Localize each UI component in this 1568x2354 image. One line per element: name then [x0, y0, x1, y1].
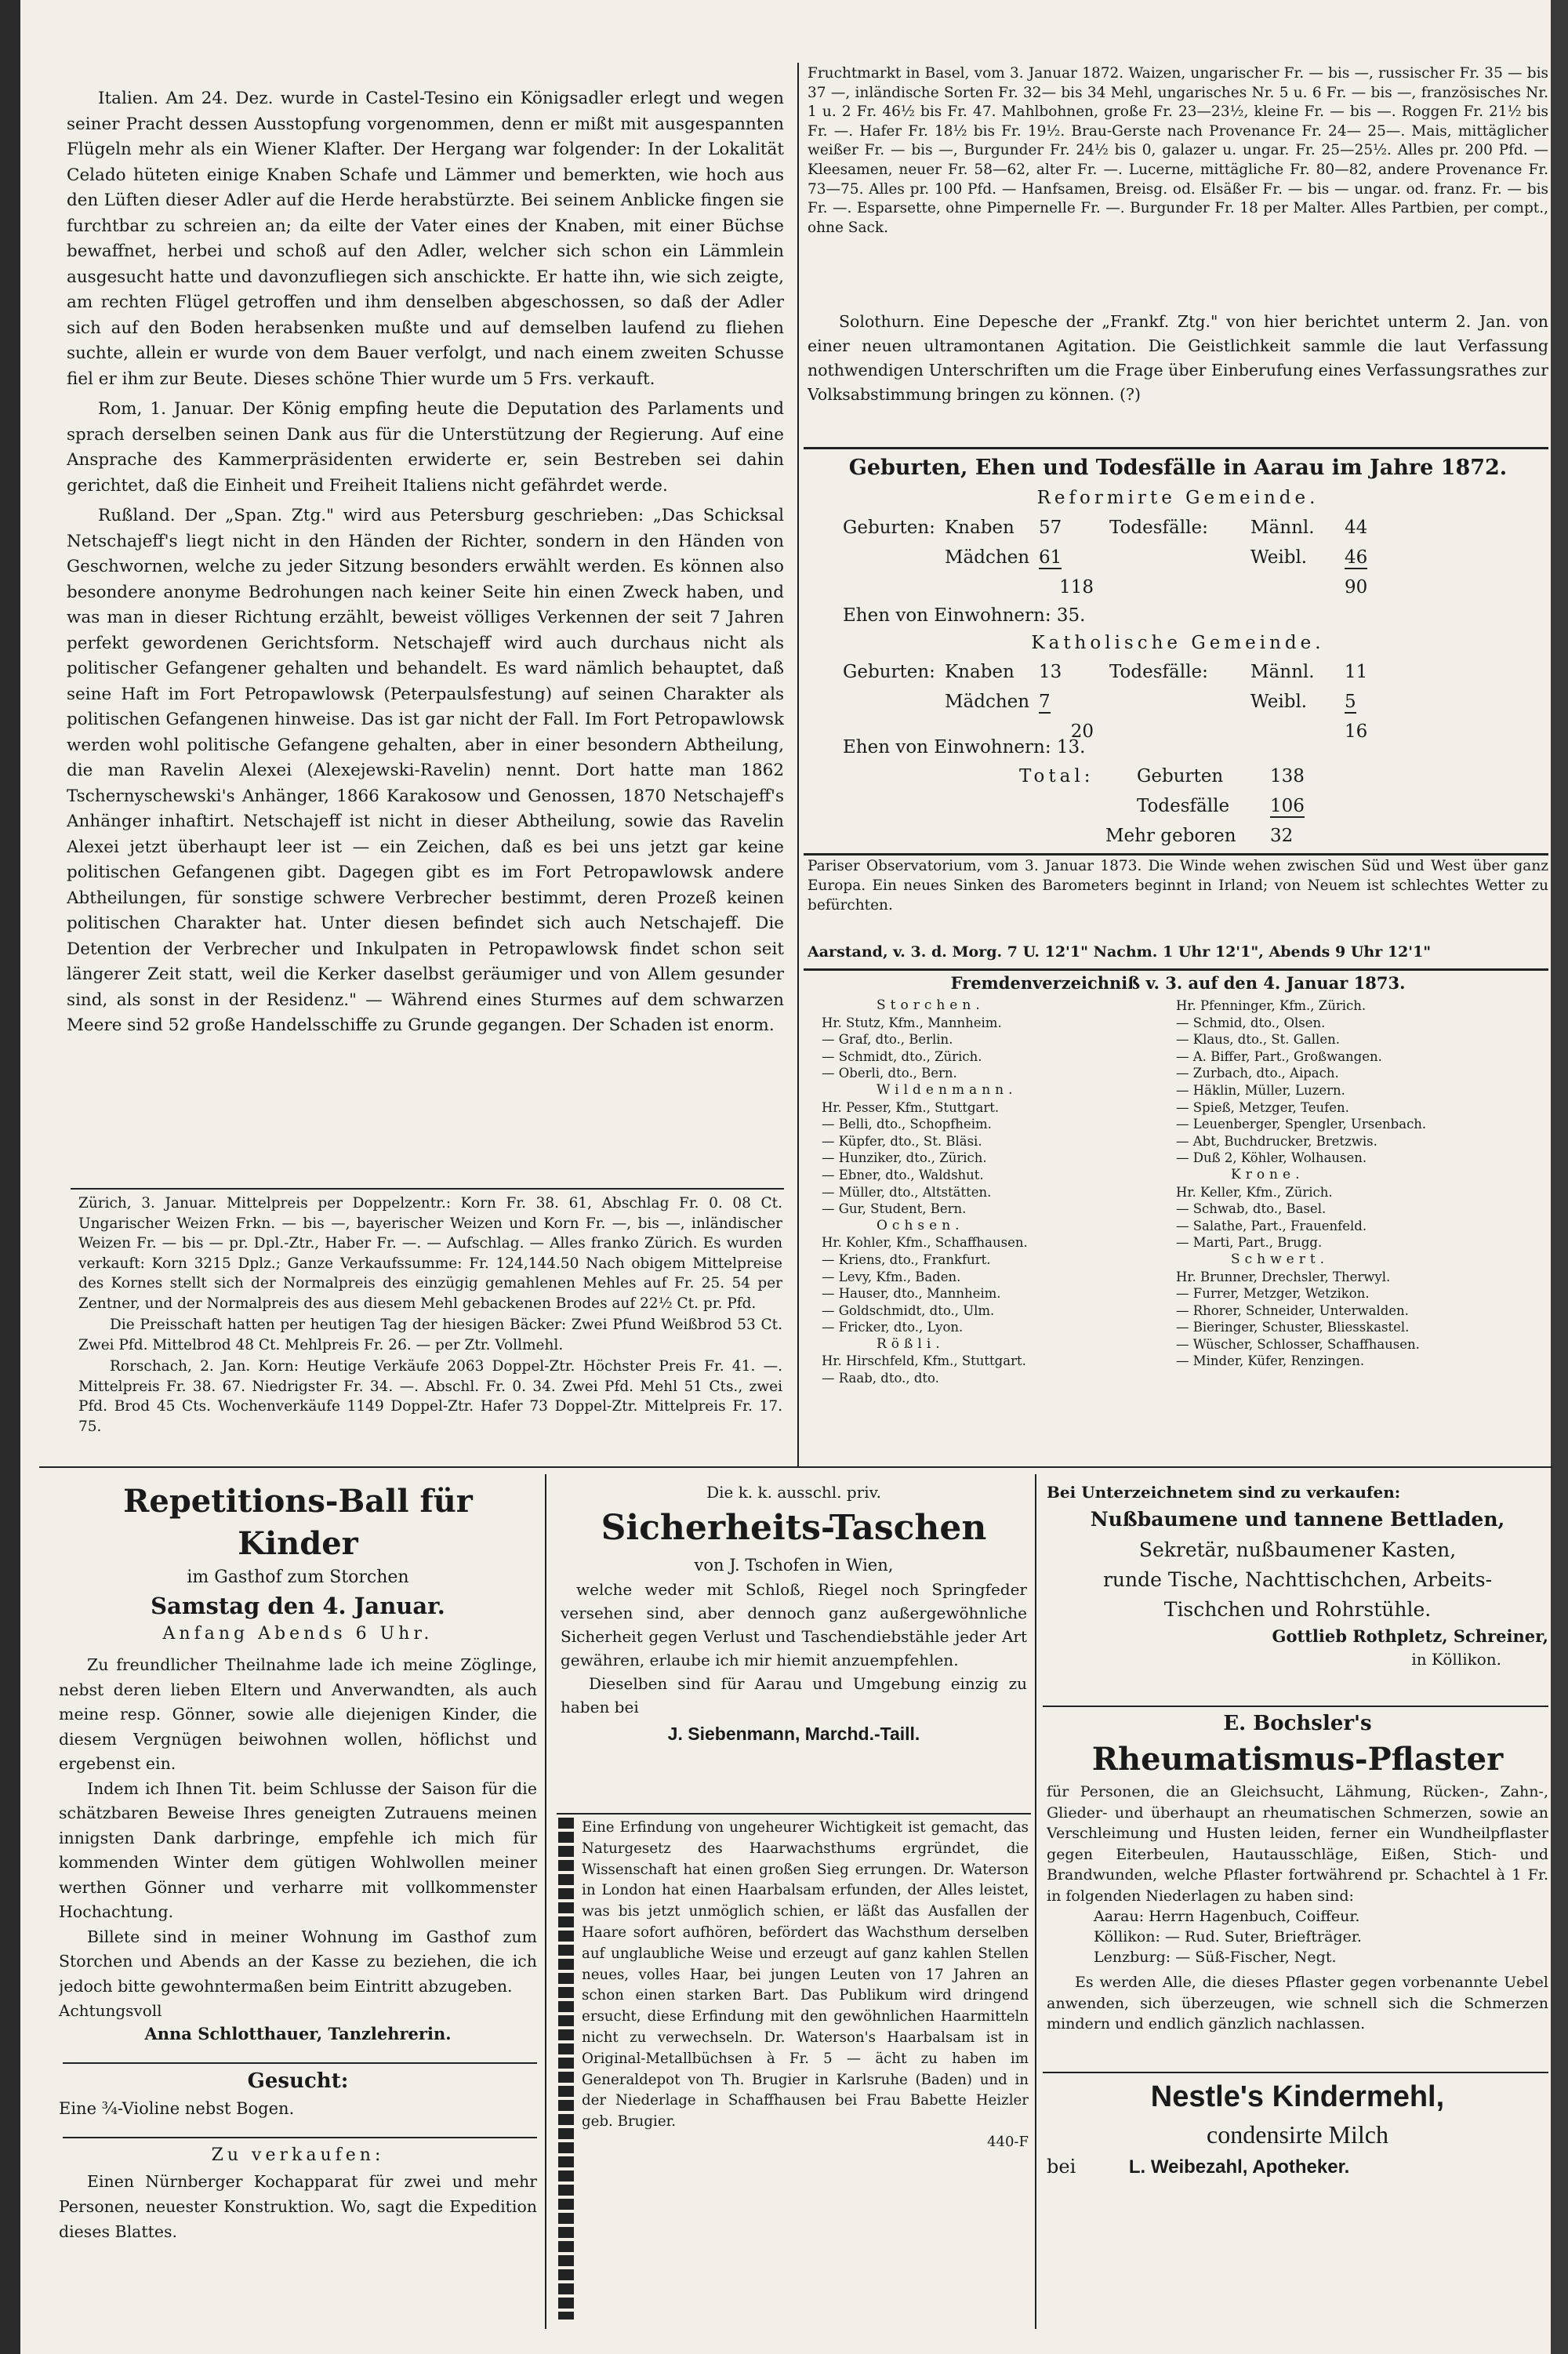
guest-entry: Hr. Pfenninger, Kfm., Zürich. — [1176, 998, 1367, 1013]
market-zuerich: Zürich, 3. Januar. Mittelpreis per Doppelzentr.: Korn Fr. 38. 61, Abschlag Fr. 0. 08 Ct. Ungarischer Weizen Frkn. — bis —, bayerischer Weizen und Korn Fr. —, bis —, inländischer Weizen Fr. — bis — pr. Dpl.-Ztr., Haber Fr. —. — Aufschlag. — Alles franko Zürich. Es wurden verkauft: Korn 3215 Dplz.; Ganze Verkaufssumme: Fr. 124,144.50 Nach obigem Mittelpreise des Kornes stellt sich der Normalpreis des einzügig gemahlenen Mehles auf Fr. 25. 54 per Zentner, und der Normalpreis des aus diesem Mehl gebackenen Brodes auf 22½ Ct. pr. Pfd. — [78, 1195, 782, 1312]
guest-entry: — A. Biffer, Part., Großwangen. — [1176, 1048, 1382, 1064]
guest-entry: — Minder, Küfer, Renzingen. — [1176, 1353, 1365, 1369]
column-divider — [797, 63, 799, 1468]
guest-entry: — Hauser, dto., Mannheim. — [822, 1286, 1001, 1302]
guest-entry: — Graf, dto., Berlin. — [822, 1032, 953, 1048]
article-italien: Italien. Am 24. Dez. wurde in Castel-Tesino ein Königsadler erlegt und wegen seiner Pracht dessen Ausstopfung vorgenommen, denn er mißt mit ausgespannten Flügeln mehr als ein Wiener Klafter. Der Hergang war folgender: In der Lokalität Celado hüteten einige Knaben Schafe und Lämmer und bemerkten, wie hoch aus den Lüften dieser Adler auf die Herde herabstürzte. Bei seinem Anblicke fingen sie furchtbar zu schreien an; da eilte der Vater eines der Knaben, mit einer Büchse bewaffnet, herbei und schoß auf den Adler, welcher sich schon ein Lämmlein ausgesucht hatte und davonzufliegen sich anschickte. Er hatte ihn, wie sich zeigte, am rechten Flügel getroffen und ihm denselben abgeschossen, so daß der Adler sich auf den Boden herabsenken mußte und auf demselben laufend zu fliehen suchte, allein er wurde von dem Bauer verfolgt, und nach einem zweiten Schusse fiel er ihm zur Beute. Dieses schöne Thier wurde um 5 Frs. verkauft. — [67, 89, 784, 389]
guest-entry: — Belli, dto., Schopfheim. — [822, 1117, 992, 1132]
section-rule — [71, 1188, 784, 1190]
decorative-border — [558, 1818, 574, 2319]
market-rorschach: Rorschach, 2. Jan. Korn: Heutige Verkäufe 2063 Doppel-Ztr. Höchster Preis Fr. 41. —. Mittelpreis Fr. 38. 67. Niedrigster Fr. 34. —. Abschl. Fr. 0. 34. Zwei Pfd. Mehl 51 Cts., zwei Pfd. Brod 45 Cts. Wochenverkäufe 1149 Doppel-Ztr. Hafer 73 Doppel-Ztr. Mittelpreis Fr. 17. 75. — [78, 1358, 782, 1435]
section-rule — [804, 447, 1548, 449]
guest-entry: — Schwab, dto., Basel. — [1176, 1201, 1327, 1217]
article-solothurn: Solothurn. Eine Depesche der „Frankf. Ztg." von hier berichtet unterm 2. Jan. von einer neuen ultramontanen Agitation. Die Geistlichkeit sammle die laut Verfassung nothwendigen Unterschriften um die Frage über Einberufung eines Verfassungsrathes zur Volksabstimmung bringen zu können. (?) — [808, 312, 1548, 404]
hotel-heading: Ochsen. — [877, 1217, 964, 1233]
guest-entry: — Raab, dto., dto. — [822, 1371, 939, 1386]
statistics-aarau: Geburten, Ehen und Todesfälle in Aarau im Jahre 1872. Reformirte Gemeinde. Geburten: Knaben 57 Todesfälle: Männl. 44 Mädchen 61 Weibl. 46 118 90 Ehen von Einwohnern: 35. Katholische Gemeinde. Geburten: Knaben 13 Todesfälle: Männl. 11 Mädchen 7 Weibl. 5 20 16 — [808, 453, 1548, 845]
guest-entry: — Häklin, Müller, Luzern. — [1176, 1082, 1345, 1098]
guest-entry: — Goldschmidt, dto., Ulm. — [822, 1302, 995, 1318]
guest-entry: — Ebner, dto., Waldshut. — [822, 1167, 984, 1182]
guest-entry: — Schmidt, dto., Zürich. — [822, 1048, 982, 1064]
guest-entry: Hr. Pesser, Kfm., Stuttgart. — [822, 1099, 1000, 1115]
guest-entry: — Salathe, Part., Frauenfeld. — [1176, 1218, 1367, 1233]
fruchtmarkt-basel: Fruchtmarkt in Basel, vom 3. Januar 1872. Waizen, ungarischer Fr. — bis —, russischer Fr. 35 — bis 37 —, inländische Sorten Fr. 32— bis 34 Mehl, ungarisches Nr. 5 u. 6 Fr. — bis —, französisches Nr. 1 u. 2 Fr. 46½ bis Fr. 47. Mahlbohnen, große Fr. 23—23½, kleine Fr. — bis —. Roggen Fr. 21½ bis Fr. —. Hafer Fr. 18½ bis Fr. 19½. Brau-Gerste nach Provenance Fr. 24— 25—. Mais, mittäglicher weißer Fr. — bis —, Burgunder Fr. 24½ bis 0, galazer u. ungar. Fr. 25—25½. Alles pr. 200 Pfd. — Kleesamen, neuer Fr. 58—62, alter Fr. —. Lucerne, mittägliche Fr. 80—82, andere Provenance Fr. 73—75. Alles pr. 100 Pfd. — Hanfsamen, Breisg. od. Elsäßer Fr. — bis — ungar. od. franz. Fr. — bis Fr. —. Esparsette, ohne Pimpernelle Fr. —. Burgunder Fr. 18 per Malter. Alles Partbien, per compt., ohne Sack. — [808, 65, 1548, 236]
guest-entry: — Abt, Buchdrucker, Bretzwis. — [1176, 1133, 1377, 1149]
guest-entry: — Levy, Kfm., Baden. — [822, 1269, 961, 1284]
guest-entry: — Kriens, dto., Frankfurt. — [822, 1251, 991, 1267]
guest-entry: — Klaus, dto., St. Gallen. — [1176, 1032, 1340, 1048]
market-baecker: Die Preisschaft hatten per heutigen Tag der hiesigen Bäcker: Zwei Pfund Weißbrod 53 Ct. Zwei Pfd. Mittelbrod 48 Ct. Mehlpreis Fr. 26. — per Ztr. Vollmehl. — [78, 1317, 782, 1353]
fremdenverzeichnis-left — [822, 997, 1167, 1464]
fremdenverzeichnis-right — [1176, 997, 1548, 1464]
guest-entry: — Spieß, Metzger, Teufen. — [1176, 1099, 1349, 1115]
guest-entry: — Fricker, dto., Lyon. — [822, 1320, 964, 1335]
guest-entry: — Leuenberger, Spengler, Ursenbach. — [1176, 1117, 1427, 1132]
article-russland: Rußland. Der „Span. Ztg." wird aus Petersburg geschrieben: „Das Schicksal Netschajeff's liegt nicht in den Händen der Richter, sondern in den Händen von Geschwornen, welche zu jeder Sitzung besonders erwählt werden. Es können also besondere anonyme Bedrohungen nach keiner Seite hin einen Zweck haben, und was man in dieser Richtung erzählt, beweist völliges Verkennen der seit 7 Jahren perfekt gewordenen Gerichtsform. Netschajeff wird auch durchaus nicht als politischer Gefangener gehalten und behandelt. Es ward nämlich behauptet, daß seine Haft im Fort Petropawlowsk (Peterpaulsfestung) auf seinen Charakter als politischen Gefangenen hinweise. Das ist gar nicht der Fall. Im Fort Petropawlowsk werden wohl politische Gefangene gehalten, aber in einer besondern Abtheilung, die man Ravelin Alexei (Alexejewski-Ravelin) nennt. Dort hatte man 1862 Tschernyschewski's Anhänger, 1866 Karakosow und Genossen, 1870 Netschajeff's Anhänger inhaftirt. Netschajeff ist nicht in dieser Abtheilung, sowie das Ravelin Alexei jetzt überhaupt leer ist — ein Zeichen, daß es bei uns jetzt gar keine politischen Gefangenen gibt. Dagegen gibt es im Fort Petropawlowsk andere Abtheilungen, für sonstige schwere Verbrecher bestimmt, deren Prozeß keinen politischen Charakter hat. Unter diesen befindet sich auch Netschajeff. Die Detention der Verbrecher und Inkulpaten in Petropawlowsk findet schon seit längerer Zeit statt, weil die Kerker daselbst geräumiger und von Allem gesunder sind, als sonst in der Residenz." — Während eines Sturmes auf dem schwarzen Meere sind 52 große Handelsschiffe zu Grunde gegangen. Der Schaden ist enorm. — [67, 506, 784, 1035]
ad-nestle-kindermehl: Nestle's Kindermehl, condensirte Milch bei L. Weibezahl, Apotheker. — [1047, 2080, 1445, 2178]
ad-repetitions-ball: Repetitions-Ball für Kinder im Gasthof zum Storchen Samstag den 4. Januar. Anfang Abends 6 Uhr. Zu freundlicher Theilnahme lade ich meine Zöglinge, nebst deren lieben Eltern und Anverwandten, als auch meine resp. Gönner, sowie alle diejenigen Kinder, die diesem Vergnügen beiwohnen wollen, höflichst und ergebenst ein. Indem ich Ihnen Tit. beim Schlusse der Saison für die schätzbaren Beweise Ihres geneigten Zutrauens meinen innigsten Dank darbringe, empfehle ich mich für kommenden Winter dem gütigen Wohlwollen meiner werthen Gönner und verharre mit vollkommenster Hochachtung. Billete sind in meiner Wohnung im Gasthof zum Storchen und Abends an der Kasse zu beziehen, die ich jedoch bitte gewohntermaßen beim Eintritt abzugeben. Achtungsvoll Anna Schlotthauer, Tanzlehrerin. — [59, 1480, 537, 2061]
article-rom: Rom, 1. Januar. Der König empfing heute die Deputation des Parlaments und sprach derselben seinen Dank aus für die Unterstützung der Regierung. Auf eine Ansprache des Kammerpräsidenten erwiderte er, sein Bestreben sei dahin gerichtet, daß die Einheit und Freiheit Italiens nicht gefährdet werde. — [67, 399, 784, 496]
guest-entry: — Rhorer, Schneider, Unterwalden. — [1176, 1302, 1409, 1318]
reformed-heading: Reformirte Gemeinde. — [1036, 488, 1319, 508]
scan-edge-left — [0, 0, 20, 2354]
guest-entry: Hr. Keller, Kfm., Zürich. — [1176, 1184, 1333, 1200]
fremdenverzeichnis-title: Fremdenverzeichniß v. 3. auf den 4. Januar 1873. — [950, 973, 1406, 993]
guest-entry: — Oberli, dto., Bern. — [822, 1066, 957, 1081]
scan-edge-right — [1551, 0, 1568, 2354]
reformed-table: Geburten: Knaben 57 Todesfälle: Männl. 44 Mädchen 61 Weibl. 46 118 90 — [843, 518, 1368, 598]
hotel-heading: Rößli. — [877, 1335, 945, 1352]
catholic-heading: Katholische Gemeinde. — [1031, 633, 1325, 653]
guest-entry: Hr. Stutz, Kfm., Mannheim. — [822, 1015, 1002, 1030]
hotel-heading: Krone. — [1231, 1166, 1305, 1182]
ad-kochapparat: Zu verkaufen: Einen Nürnberger Kochapparat für zwei und mehr Personen, neuester Konstruktion. Wo, sagt die Expedition dieses Blattes. — [59, 2145, 537, 2241]
hotel-heading: Schwert. — [1231, 1251, 1330, 1267]
guest-entry: Hr. Brunner, Drechsler, Therwyl. — [1176, 1269, 1391, 1284]
guest-entry: — Wüscher, Schlosser, Schaffhausen. — [1176, 1336, 1420, 1352]
ad-sicherheits-taschen: Die k. k. ausschl. priv. Sicherheits-Taschen von J. Tschofen in Wien, welche weder mit Schloß, Riegel noch Springfeder versehen sind, aber dennoch ganz außergewöhnliche Sicherheit gegen Verlust und Taschendiebstähle jeder Art gewähren, erlaube ich mir hiemit anzuempfehlen. Dieselben sind für Aarau und Umgebung einzig zu haben bei J. Siebenmann, Marchd.-Taill. — [561, 1483, 1027, 1744]
hotel-heading: Storchen. — [877, 997, 985, 1013]
guest-entry: — Müller, dto., Altstätten. — [822, 1184, 992, 1200]
ad-haarbalsam: Eine Erfindung von ungeheurer Wichtigkeit ist gemacht, das Naturgesetz des Haarwachsthums ergründet, die Wissenschaft hat einen großen Sieg errungen. Dr. Waterson in London hat einen Haarbalsam erfunden, der Alles leistet, was bis jetzt unmöglich schien, er läßt das Ausfallen der Haare sofort aufhören, befördert das Wachsthum derselben auf unglaubliche Weise und erzeugt auf ganz kahlen Stellen neues, volles Haar, bei jungen Leuten von 17 Jahren an schon einen starken Bart. Das Publikum wird dringend ersucht, diese Erfindung mit den gewöhnlichen Haarmitteln nicht zu verwechseln. Dr. Waterson's Haarbalsam ist in Original-Metallbüchsen à Fr. 5 — ächt zu haben im Generaldepot von Th. Brugier in Karlsruhe (Baden) und in der Niederlage in Schaffhausen bei Frau Babette Heizler geb. Brugier. 440-F — [582, 1819, 1029, 2150]
market-reports — [78, 1193, 782, 1464]
guest-entry: — Küpfer, dto., St. Bläsi. — [822, 1133, 982, 1149]
aarstand: Aarstand, v. 3. d. Morg. 7 U. 12'1" Nachm. 1 Uhr 12'1", Abends 9 Uhr 12'1" — [808, 943, 1432, 961]
ball-title: Repetitions-Ball für Kinder — [123, 1483, 473, 1562]
guest-entry: — Duß 2, Köhler, Wolhausen. — [1176, 1150, 1367, 1166]
pariser-observatorium: Pariser Observatorium, vom 3. Januar 1873. Die Winde wehen zwischen Süd und West über ganz Europa. Ein neues Sinken des Barometers beginnt in Irland; von Neuem ist schlechtes Wetter zu befürchten. — [808, 858, 1548, 914]
catholic-table: Geburten: Knaben 13 Todesfälle: Männl. 11 Mädchen 7 Weibl. 5 20 16 — [843, 662, 1368, 742]
statistics-total: Ehen von Einwohnern: 13. Total: Geburten 138 Todesfälle 106 Mehr geboren 32 — [843, 737, 1305, 846]
guest-entry: — Marti, Part., Brugg. — [1176, 1235, 1323, 1251]
guest-entry: — Furrer, Metzger, Wetzikon. — [1176, 1286, 1370, 1302]
pflaster-title: Rheumatismus-Pflaster — [1091, 1741, 1504, 1778]
guest-entry: — Gur, Student, Bern. — [822, 1201, 967, 1217]
guest-entry: Hr. Hirschfeld, Kfm., Stuttgart. — [822, 1353, 1026, 1369]
guest-entry: — Bieringer, Schuster, Bliesskastel. — [1176, 1320, 1410, 1335]
guest-entry: — Zurbach, dto., Aipach. — [1176, 1066, 1339, 1081]
guest-entry: — Hunziker, dto., Zürich. — [822, 1150, 987, 1166]
ad-bettladen: Bei Unterzeichnetem sind zu verkaufen: Nußbaumene und tannene Bettladen, Sekretär, nußbaumener Kasten, runde Tische, Nachttischchen, Arbeits- Tischchen und Rohrstühle. Gottlieb Rothpletz, Schreiner, in Köllikon. — [1047, 1483, 1548, 1669]
guest-entry: — Schmid, dto., Olsen. — [1176, 1015, 1326, 1030]
hotel-heading: Wildenmann. — [877, 1081, 1018, 1098]
ad-divider-left — [545, 1474, 546, 2329]
taschen-title: Sicherheits-Taschen — [601, 1508, 987, 1548]
horizontal-divider — [39, 1466, 1552, 1468]
ad-divider-right — [1035, 1474, 1036, 2329]
statistics-title: Geburten, Ehen und Todesfälle in Aarau im Jahre 1872. — [848, 456, 1508, 480]
section-rule — [804, 968, 1548, 971]
guest-entry: Hr. Kohler, Kfm., Schaffhausen. — [822, 1235, 1028, 1251]
section-rule — [804, 853, 1548, 856]
ad-rheumatismus-pflaster: E. Bochsler's Rheumatismus-Pflaster für Personen, die an Gleichsucht, Lähmung, Rücken-, Zahn-, Glieder- und überhaupt an rheumatischen Schmerzen, sowie an Verschleimung und Husten leiden, ferner ein Wundheilpflaster gegen Eiterbeulen, Hautausschläge, Eißen, Stich- und Brandwunden, welche Pflaster fortwährend pr. Schachtel à 1 Fr. in folgenden Niederlagen zu haben sind: Aarau: Herrn Hagenbuch, Coiffeur. Köllikon: — Rud. Suter, Briefträger. Lenzburg: — Süß-Fischer, Negt. Es werden Alle, die dieses Pflaster gegen vorbenannte Uebel anwenden, sich überzeugen, wie schnell sich die Schmerzen mindern und endlich gänzlich nachlassen. — [1047, 1712, 1548, 2033]
news-column-left — [67, 86, 784, 1219]
ad-gesucht: Gesucht: Eine ¾-Violine nebst Bogen. — [59, 2069, 349, 2118]
